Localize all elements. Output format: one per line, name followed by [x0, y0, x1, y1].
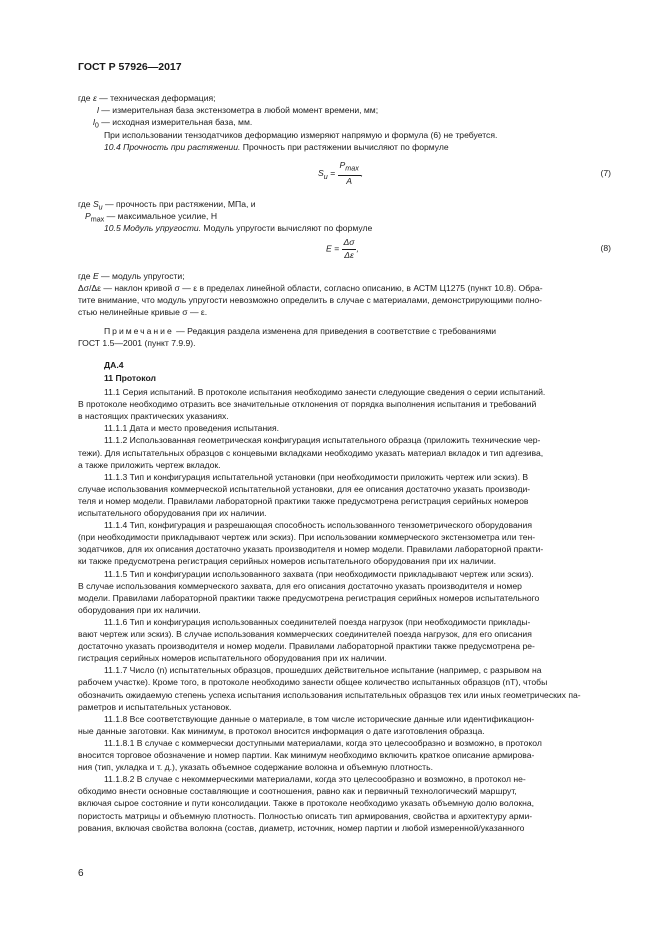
paragraph-line: 11.1.8.1 В случае с коммерчески доступными материалами, когда это целесообразно и возможно, в протокол	[104, 737, 542, 748]
paragraph-line: (при необходимости прикладывают чертеж или эскиз). При использовании коммерческого экстензометра или тен-	[78, 532, 536, 543]
equation-7: $S_u$ = $\frac{P_{max}}{A}$ ,	[318, 160, 364, 187]
fraction: $\frac{\Delta\sigma}{\Delta\varepsilon}$	[343, 237, 355, 260]
paragraph-line: 11.1.8.2 В случае с некоммерческими материалами, когда это целесообразно и возможно, в протокол не-	[104, 774, 526, 785]
paragraph-line: рабочем участке). Кроме того, в протоколе необходимо занести общее количество испытанных образцов (nT), чтобы	[78, 677, 548, 688]
paragraph-line: обозначить ожидаемую степень успеха испытания использования испытательных образцов тех или иных геометрических па-	[78, 689, 581, 700]
paragraph-line: испытательного оборудования при их наличии.	[78, 508, 267, 518]
paragraph-line: в настоящих практических указаниях.	[78, 411, 229, 422]
paragraph-line: рования, включая свойства волокна (состав, диаметр, источник, номер партии и любой измеренной/указанного	[78, 822, 525, 833]
def-e: где E — модуль упругости;	[78, 271, 185, 281]
paragraph-line: тежи). Для испытательных образцов с концевыми вкладками необходимо указать материал вкладок и тип адгезива,	[78, 447, 544, 458]
paragraph-line: случае использования коммерческой испытательной установки, для ее описания достаточно указать производи-	[78, 483, 531, 494]
slope-line-3: стью нелинейные кривые σ — ε.	[78, 307, 208, 317]
paragraph-line: В протоколе необходимо отразить все значительные отклонения от порядка выполнения испытания и требований	[78, 399, 537, 410]
paragraph-line: В случае использования коммерческого захвата, для его описания достаточно указать производителя и номер	[78, 580, 522, 591]
paragraph-line: зодатчиков, для их описания достаточно указать производителя и номер модели. Правилами лабораторной практи-	[78, 544, 544, 555]
paragraph-line: теля и номер модели. Правилами лабораторной практики также предусмотрена регистрация серийных номеров	[78, 495, 529, 506]
paragraph-line: 11.1.5 Тип и конфигурации использованного захвата (при необходимости прикладывают чертеж или эскиз).	[104, 568, 534, 579]
equation-8: E = $\frac{\Delta\sigma}{\Delta\varepsilon}$ ,	[326, 237, 359, 260]
paragraph-line: вают чертеж или эскиз). В случае использования коммерческих соединителей поезда нагрузок, для его описания	[78, 629, 532, 639]
def-l0: $l_0$ — исходная измерительная база, мм.	[93, 117, 253, 130]
paragraph-line: раметров и испытательных установок.	[78, 701, 232, 712]
paragraph-line: вносится торговое обозначение и номер партии. Как минимум необходимо включить краткое описание армирова-	[78, 750, 535, 760]
def-symbol: ε	[92, 93, 97, 103]
fraction: $\frac{P_{max}}{A}$	[339, 160, 359, 187]
note: Примечание — Редакция раздела изменена для приведения в соответствие с требованиями	[104, 326, 497, 336]
def-epsilon: где ε — техническая деформация;	[78, 93, 216, 103]
paragraph-line: ния (тип, укладка и т. д.), указать объемное содержание волокна и объемную плотность.	[78, 762, 433, 773]
paragraph-line: 11.1.6 Тип и конфигурация использованных соединителей поезда нагрузок (при необходимости приклады-	[104, 616, 531, 627]
paragraph-line: 11.1.8 Все соответствующие данные о материале, в том числе исторические данные или идентификацион-	[104, 713, 535, 724]
paragraph-line: ки также предусмотрена регистрация серийных номеров испытательного оборудования при их наличии.	[78, 556, 497, 567]
paragraph-line: 11.1 Серия испытаний. В протоколе испытания необходимо занести следующие сведения о серии испытаний.	[104, 387, 546, 397]
paragraph-line: модели. Правилами лабораторной практики также предусмотрена регистрация серийных номеров испытательного	[78, 592, 540, 603]
paragraph-line: обходимо внести основные составляющие и соотношения, равно как и первичный технологический маршрут,	[78, 786, 517, 797]
paragraph-line: 11.1.4 Тип, конфигурация и разрешающая способность использованного тензометрического оборудования	[104, 520, 532, 531]
document-header: ГОСТ Р 57926—2017	[78, 61, 182, 73]
slope-line-1: Δσ/Δε — наклон кривой σ — ε в пределах линейной области, согласно описанию, в АСТМ Ц1275 (пункт 10.8). Обра-	[78, 283, 543, 293]
paragraph-line: оборудования при их наличии.	[78, 604, 201, 615]
protocol-heading: 11 Протокол	[104, 373, 156, 383]
section-10-5: 10.5 Модуль упругости. Модуль упругости вычисляют по формуле	[104, 223, 373, 233]
paragraph-line: ные данные заготовки. Как минимум, в протокол вносится информация о дате изготовления образца.	[78, 725, 485, 736]
paragraph-line: достаточно указать производителя и номер модели. Правилами лабораторной практики также предусмотрена ре-	[78, 641, 535, 652]
def-l: l — измерительная база экстензометра в любой момент времени, мм;	[97, 105, 379, 115]
equation-number-8: (8)	[600, 243, 611, 253]
paragraph-line: 11.1.1 Дата и место проведения испытания.	[104, 423, 280, 434]
slope-line-2: тите внимание, что модуль упругости невозможно определить в случае с материалами, демонстрирующими полно-	[78, 295, 543, 305]
paragraph-line: 11.1.2 Использованная геометрическая конфигурация испытательного образца (приложить технические чер-	[104, 435, 541, 446]
note-line-2: ГОСТ 1.5—2001 (пункт 7.9.9).	[78, 338, 196, 348]
equation-number-7: (7)	[600, 168, 611, 178]
section-10-4: 10.4 Прочность при растяжении. Прочность при растяжении вычисляют по формуле	[104, 142, 449, 152]
paragraph-line: гистрация серийных номеров испытательного оборудования при их наличии.	[78, 653, 387, 664]
def-pmax: $P_{max}$ — максимальное усилие, Н	[85, 211, 218, 224]
note-label: Примечание	[104, 326, 174, 336]
page-number: 6	[78, 868, 84, 879]
paragraph-line: 11.1.3 Тип и конфигурация испытательной установки (при необходимости приложить чертеж или эскиз). В	[104, 471, 529, 482]
tenzo-paragraph: При использовании тензодатчиков деформацию измеряют напрямую и формула (6) не требуется.	[104, 130, 498, 140]
paragraph-line: пористость матрицы и объемную плотность. Полностью описать тип армирования, свойства и архитектуру арми-	[78, 810, 533, 821]
paragraph-line: включая сырое состояние и пути консолидации. Также в протоколе необходимо указать объемную долю волокна,	[78, 798, 535, 809]
def-su: где $S_u$ — прочность при растяжении, МПа, и	[78, 199, 256, 212]
annex-da4-heading: ДА.4	[104, 360, 124, 370]
paragraph-line: а также приложить чертеж вкладок.	[78, 459, 221, 470]
paragraph-line: 11.1.7 Число (n) испытательных образцов, прошедших действительное испытание (например, с разрывом на	[104, 665, 542, 676]
